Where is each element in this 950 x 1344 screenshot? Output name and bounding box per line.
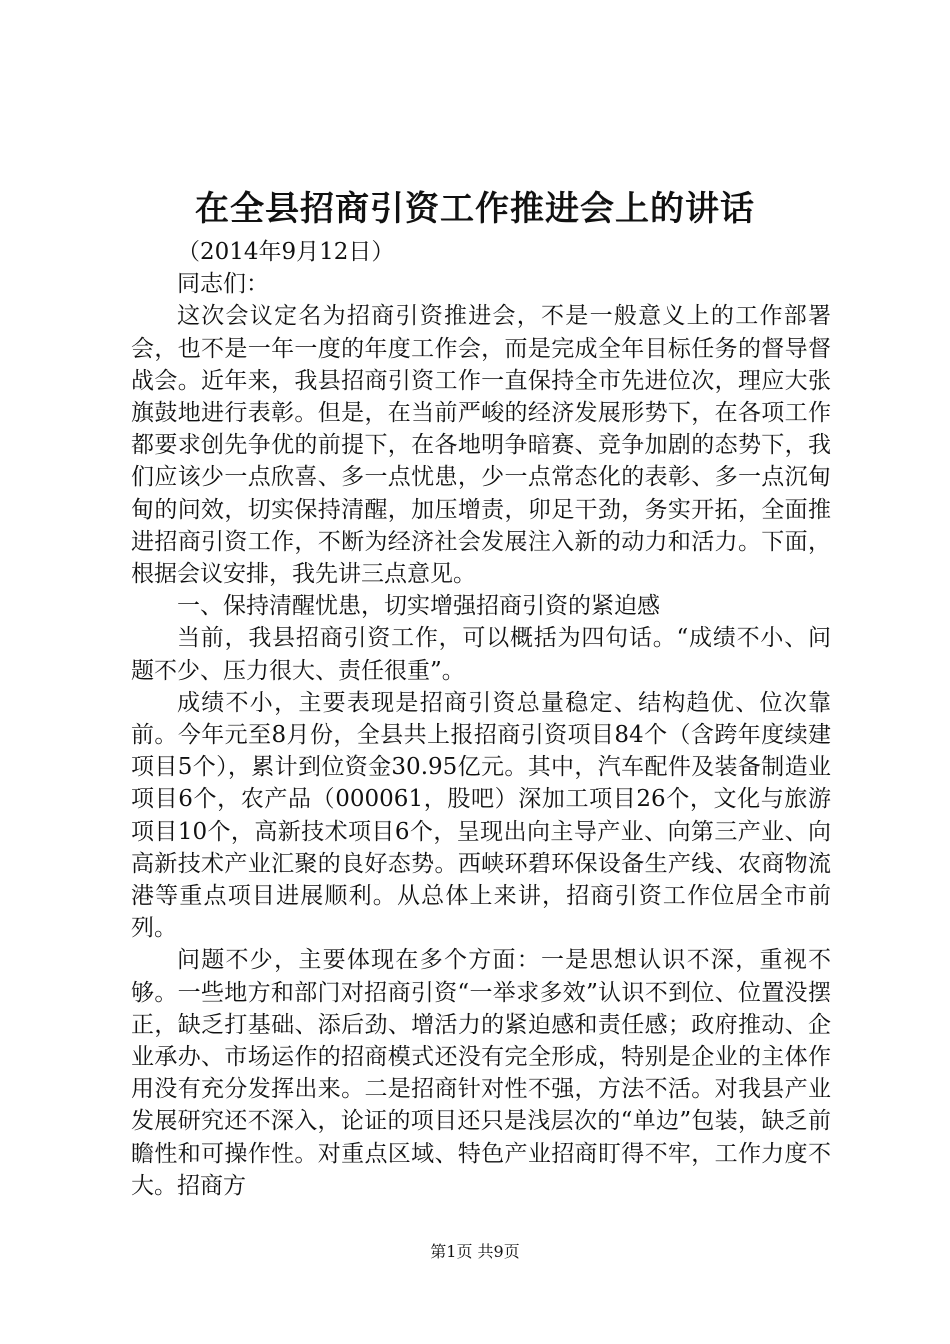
paragraph-problems: 问题不少，主要体现在多个方面：一是思想认识不深，重视不够。一些地方和部门对招商引资“一举求多效”认识不到位、位置没摆正，缺乏打基础、添后劲、增活力的紧迫感和责任感；政府推动、企业承办、市场运作的招商模式还没有完全形成，特别是企业的主体作用没有充分发挥出来。二是招商针对性不强，方法不活。对我县产业发展研究还不深入，论证的项目还只是浅层次的“单边”包装，缺乏前瞻性和可操作性。对重点区域、特色产业招商盯得不牢，工作力度不大。招商方 bbox=[131, 947, 831, 1199]
paragraph-intro: 这次会议定名为招商引资推进会，不是一般意义上的工作部署会，也不是一年一度的年度工作会，而是完成全年目标任务的督导督战会。近年来，我县招商引资工作一直保持全市先进位次，理应大张旗鼓地进行表彰。但是，在当前严峻的经济发展形势下，在各项工作都要求创先争优的前提下，在各地明争暗赛、竞争加剧的态势下，我们应该少一点欣喜、多一点忧患，少一点常态化的表彰、多一点沉甸甸的问效，切实保持清醒，加压增责，卯足干劲，务实开拓，全面推进招商引资工作，不断为经济社会发展注入新的动力和活力。下面，根据会议安排，我先讲三点意见。 bbox=[131, 303, 831, 588]
speech-date: （2014年9月12日） bbox=[177, 239, 395, 265]
paragraph-summary: 当前，我县招商引资工作，可以概括为四句话。“成绩不小、问题不少、压力很大、责任很重”。 bbox=[131, 625, 831, 684]
document-body bbox=[131, 236, 831, 1202]
page-number-footer: 第1页 共9页 bbox=[430, 1242, 520, 1261]
paragraph-achievements: 成绩不小，主要表现是招商引资总量稳定、结构趋优、位次靠前。今年元至8月份，全县共上报招商引资项目84个（含跨年度续建项目5个），累计到位资金30.95亿元。其中，汽车配件及装备制造业项目6个，农产品（000061，股吧）深加工项目26个，文化与旅游项目10个，高新技术项目6个，呈现出向主导产业、向第三产业、向高新技术产业汇聚的良好态势。西峡环碧环保设备生产线、农商物流港等重点项目进展顺利。从总体上来讲，招商引资工作位居全市前列。 bbox=[131, 689, 831, 942]
document-title: 在全县招商引资工作推进会上的讲话 bbox=[195, 189, 755, 229]
salutation: 同志们： bbox=[177, 271, 269, 298]
section-heading-1: 一、保持清醒忧患，切实增强招商引资的紧迫感 bbox=[177, 593, 660, 620]
